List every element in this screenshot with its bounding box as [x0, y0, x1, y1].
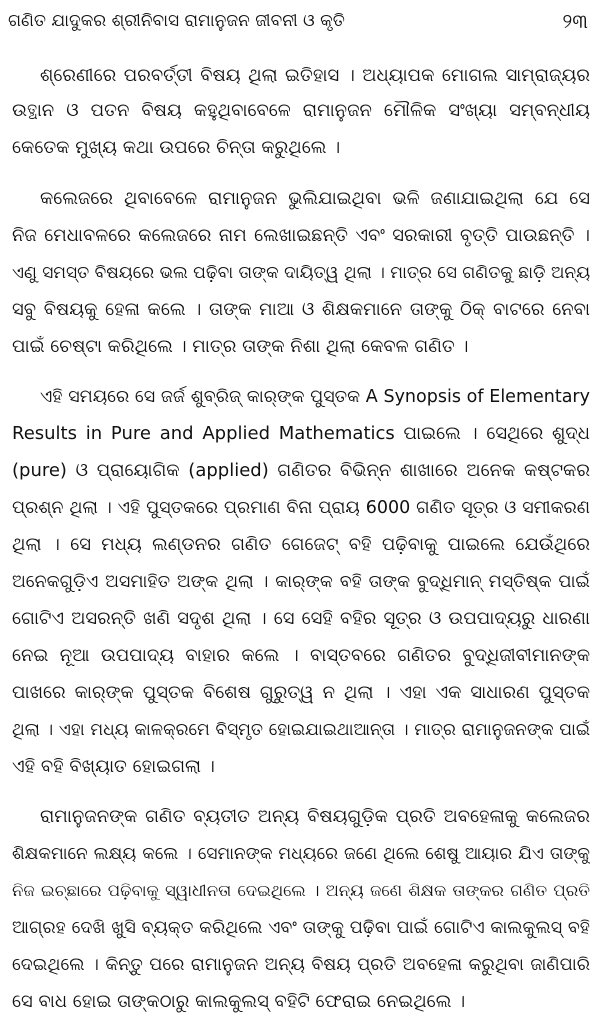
text-line: ଦେଇଥିଲେ । କିନ୍ତୁ ପରେ ରାମାନୁଜନ ଅନ୍ୟ ବିଷୟ ପ୍ରତି ଅବହେଳା କରୁଥିବା ଜାଣିପାରି [12, 955, 590, 975]
text-line: ଗୋଟିଏ ଅସରନ୍ତି ଖଣି ସଦୃଶ ଥିଲା । ସେ ସେହି ବହିର ସୂତ୍ର ଓ ଉପପାଦ୍ୟରୁ ଧାରଣା [12, 608, 590, 629]
page-number: ୨୩ [562, 9, 588, 33]
text-line: Results in Pure and Applied Mathematics ପାଇଲେ । ସେଥିରେ ଶୁଦ୍ଧ [12, 423, 590, 444]
text-line: ପାଇଁ ଚେଷ୍ଟା କରିଥିଲେ । ମାତ୍ର ତାଙ୍କ ନିଶା ଥିଲା କେବଳ ଗଣିତ । [12, 336, 469, 357]
text-line: ନିଜ ମେଧାବଳରେ କଲେଜରେ ନାମ ଲେଖାଇଛନ୍ତି ଏବଂ ସରକାରୀ ବୃତ୍ତି ପାଉଛନ୍ତି । [12, 225, 590, 246]
text-line: ଏହି ବହି ବିଖ୍ୟାତ ହୋଇଗଲା । [12, 756, 215, 777]
text-line: କଲେଜରେ ଥିବାବେଳେ ରାମାନୁଜନ ଭୁଲିଯାଇଥିବା ଭଳି ଜଣାଯାଇଥିଲା ଯେ ସେ [40, 188, 590, 209]
text-line: ନେଇ ନୂଆ ଉପପାଦ୍ୟ ବାହାର କଲେ । ବାସ୍ତବରେ ଗଣିତର ବୁଦ୍ଧିଜୀବୀମାନଙ୍କ [12, 645, 590, 666]
text-line: ଶ୍ରେଣୀରେ ପରବର୍ତ୍ତୀ ବିଷୟ ଥିଲା ଇତିହାସ । ଅଧ୍ୟାପକ ମୋଗଲ ସାମ୍ରାଜ୍ୟର [40, 65, 590, 86]
text-line: ରାମାନୁଜନଙ୍କ ଗଣିତ ବ୍ୟତୀତ ଅନ୍ୟ ବିଷୟଗୁଡ଼ିକ ପ୍ରତି ଅବହେଳାକୁ କଲେଜର [40, 806, 590, 827]
text-line: ସେ ବାଧ ହୋଇ ତାଙ୍କଠାରୁ କାଲକୁଲସ୍ ବହିଟି ଫେରାଇ ନେଇଥିଲେ । [12, 991, 466, 1012]
text-line: ଥିଲା । ସେ ମଧ୍ୟ ଲଣ୍ଡନର ଗଣିତ ଗେଜେଟ୍ ବହି ପଢ଼ିବାକୁ ପାଇଲେ ଯେଉଁଥିରେ [12, 534, 590, 555]
text-line: ଥିଲା । ଏହା ମଧ୍ୟ କାଳକ୍ରମେ ବିସ୍ମୃତ ହୋଇଯାଇଥାଆନ୍ତା । ମାତ୍ର ରାମାନୁଜନଙ୍କ ପାଇଁ [12, 720, 590, 740]
text-line: ନିଜ ଇଚ୍ଛାରେ ପଢ଼ିବାକୁ ସ୍ୱାଧୀନତା ଦେଇଥିଲେ । ଅନ୍ୟ ଜଣେ ଶିକ୍ଷକ ତାଙ୍କର ଗଣିତ ପ୍ରତି [12, 881, 590, 900]
text-line: କେତେକ ମୁଖ୍ୟ କଥା ଉପରେ ଚିନ୍ତା କରୁଥିଲେ । [12, 137, 341, 158]
text-line: ଉତ୍ଥାନ ଓ ପତନ ବିଷୟ କହୁଥିବାବେଳେ ରାମାନୁଜନ ମୌଳିକ ସଂଖ୍ୟା ସମ୍ବନ୍ଧୀୟ [12, 100, 590, 121]
text-line: ପାଖରେ କାର୍‌ଙ୍କ ପୁସ୍ତକ ବିଶେଷ ଗୁରୁତ୍ୱ ନ ଥିଲା । ଏହା ଏକ ସାଧାରଣ ପୁସ୍ତକ [12, 682, 590, 703]
text-line: ଏହି ସମୟରେ ସେ ଜର୍ଜ ଶୁବ୍ରିଜ୍ କାର୍‌ଙ୍କ ପୁସ୍ତକ A Synopsis of Elementary [40, 387, 590, 407]
text-line: ପ୍ରଶ୍ନ ଥିଲା । ଏହି ପୁସ୍ତକରେ ପ୍ରମାଣ ବିନା ପ୍ରାୟ 6000 ଗଣିତ ସୂତ୍ର ଓ ସମୀକରଣ [12, 498, 590, 518]
running-title: ଗଣିତ ଯାଦୁକର ଶ୍ରୀନିବାସ ରାମାନୁଜନ ଜୀବନୀ ଓ କୃତି [8, 11, 345, 31]
text-line: ଅନେକଗୁଡ଼ିଏ ଅସମାହିତ ଅଙ୍କ ଥିଲା । କାର୍‌ଙ୍କ ବହି ତାଙ୍କ ବୁଦ୍ଧିମାନ୍ ମସ୍ତିଷ୍କ ପାଇଁ [12, 572, 590, 592]
text-line: ସବୁ ବିଷୟକୁ ହେଳା କଲେ । ତାଙ୍କ ମାଆ ଓ ଶିକ୍ଷକମାନେ ତାଙ୍କୁ ଠିକ୍ ବାଟରେ ନେବା [12, 299, 590, 320]
text-line: ଶିକ୍ଷକମାନେ ଲକ୍ଷ୍ୟ କଲେ । ସେମାନଙ୍କ ମଧ୍ୟରେ ଜଣେ ଥିଲେ ଶେଷୁ ଆୟାର ଯିଏ ତାଙ୍କୁ [12, 844, 590, 864]
text-line: ଆଗ୍ରହ ଦେଖି ଖୁସି ବ୍ୟକ୍ତ କରିଥିଲେ ଏବଂ ତାଙ୍କୁ ପଢ଼ିବା ପାଇଁ ଗୋଟିଏ କାଲକୁଲସ୍ ବହି [12, 918, 590, 938]
text-line: (pure) ଓ ପ୍ରାୟୋଗିକ (applied) ଗଣିତର ବିଭିନ୍ନ ଶାଖାରେ ଅନେକ କଷ୍ଟକର [12, 460, 590, 481]
text-line: ଏଣୁ ସମସ୍ତ ବିଷୟରେ ଭଲ ପଢ଼ିବା ତାଙ୍କ ଦାୟିତ୍ୱ ଥିଲା । ମାତ୍ର ସେ ଗଣିତକୁ ଛାଡ଼ି ଅନ୍ୟ [12, 263, 590, 283]
